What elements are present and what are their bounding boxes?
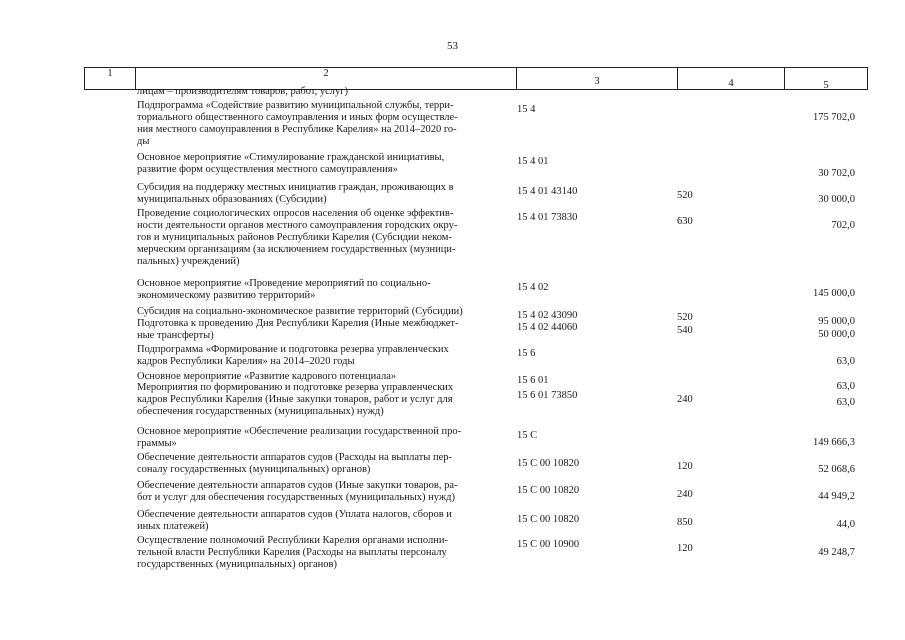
row-amount: 63,0 (836, 381, 855, 392)
row-amount: 30 000,0 (818, 194, 855, 205)
header-col-5: 5 (784, 67, 868, 90)
row-expense-type: 850 (677, 517, 693, 528)
row-code: 15 С 00 10820 (517, 485, 580, 496)
row-description: Основное мероприятие «Стимулирование гражданской инициативы, развитие форм осуществления местного самоуправления» (137, 152, 445, 175)
row-amount: 52 068,6 (818, 464, 855, 475)
row-amount: 175 702,0 (813, 112, 855, 123)
row-description: Подпрограмма «Содействие развитию муниципальной службы, терри- ториального общественного самоуправления и иных форм осуществле- ния местного самоуправления в Республике Карелия» на 2014–2020 го- ды (137, 100, 458, 147)
row-description: Обеспечение деятельности аппаратов судов (Уплата налогов, сборов и иных платежей) (137, 509, 452, 532)
row-code: 15 С (517, 430, 538, 441)
row-description: Мероприятия по формированию и подготовке резерва управленческих кадров Республики Карелия (Иные закупки товаров, работ и услуг для обеспечения государственных (муниципальных) нужд) (137, 382, 454, 417)
row-expense-type: 120 (677, 543, 693, 554)
row-code: 15 4 01 (517, 156, 549, 167)
row-expense-type: 520 (677, 312, 693, 323)
row-expense-type: 540 (677, 325, 693, 336)
row-code: 15 4 02 44060 (517, 322, 578, 333)
row-code: 15 4 02 43090 (517, 310, 578, 321)
row-description: Проведение социологических опросов населения об оценке эффектив- ности деятельности органов местного самоуправления городских окру- гов и муниципальных районов Республики Карелия (Субсидии неком- мерческим организациям (за исключением государственных (музници- пальных) учреждений) (137, 208, 458, 267)
row-code: 15 4 (517, 104, 536, 115)
row-description: Обеспечение деятельности аппаратов судов (Расходы на выплаты пер- соналу государственных (муниципальных) органов) (137, 452, 453, 475)
row-description: Осуществление полномочий Республики Карелия органами исполни- тельной власти Республики Карелия (Расходы на выплаты персоналу государственных (муниципальных) органов) (137, 535, 448, 570)
row-amount: 50 000,0 (818, 329, 855, 340)
row-code: 15 4 01 73830 (517, 212, 578, 223)
row-expense-type: 520 (677, 190, 693, 201)
row-amount: 63,0 (836, 356, 855, 367)
row-code: 15 6 01 73850 (517, 390, 578, 401)
row-code: 15 6 01 (517, 375, 549, 386)
row-amount: 44 949,2 (818, 491, 855, 502)
row-expense-type: 240 (677, 394, 693, 405)
row-amount: 702,0 (831, 220, 855, 231)
row-code: 15 С 00 10820 (517, 458, 580, 469)
row-expense-type: 240 (677, 489, 693, 500)
row-amount: 30 702,0 (818, 168, 855, 179)
row-description: Подготовка к проведению Дня Республики Карелия (Иные межбюджет- ные трансферты) (137, 318, 459, 341)
row-amount: 149 666,3 (813, 437, 855, 448)
row-description: Субсидия на социально-экономическое развитие территорий (Субсидии) (137, 306, 463, 317)
row-code: 15 6 (517, 348, 536, 359)
row-expense-type: 120 (677, 461, 693, 472)
row-code: 15 С 00 10820 (517, 514, 580, 525)
row-description: Субсидия на поддержку местных инициатив граждан, проживающих в муниципальных образованиях (Субсидии) (137, 182, 454, 205)
header-col-3: 3 (516, 67, 678, 90)
row-amount: 44,0 (836, 519, 855, 530)
row-amount: 95 000,0 (818, 316, 855, 327)
row-amount: 63,0 (836, 397, 855, 408)
row-description: лицам – производителям товаров, работ, услуг) (137, 86, 349, 97)
row-code: 15 4 02 (517, 282, 549, 293)
header-col-2: 2 (135, 67, 517, 90)
row-description: Основное мероприятие «Обеспечение реализации государственной про- граммы» (137, 426, 462, 449)
row-expense-type: 630 (677, 216, 693, 227)
header-col-1: 1 (84, 67, 136, 90)
row-description: Основное мероприятие «Развитие кадрового потенциала» (137, 371, 397, 382)
row-description: Основное мероприятие «Проведение мероприятий по социально- экономическому развитию территорий» (137, 278, 431, 301)
row-code: 15 4 01 43140 (517, 186, 578, 197)
row-amount: 145 000,0 (813, 288, 855, 299)
row-description: Обеспечение деятельности аппаратов судов (Иные закупки товаров, ра- бот и услуг для обеспечения государственных (муниципальных) нужд) (137, 480, 458, 503)
row-amount: 49 248,7 (818, 547, 855, 558)
row-code: 15 С 00 10900 (517, 539, 580, 550)
page-number: 53 (447, 40, 458, 52)
row-description: Подпрограмма «Формирование и подготовка резерва управленческих кадров Республики Карелия» на 2014–2020 годы (137, 344, 449, 367)
header-col-4: 4 (677, 67, 785, 90)
